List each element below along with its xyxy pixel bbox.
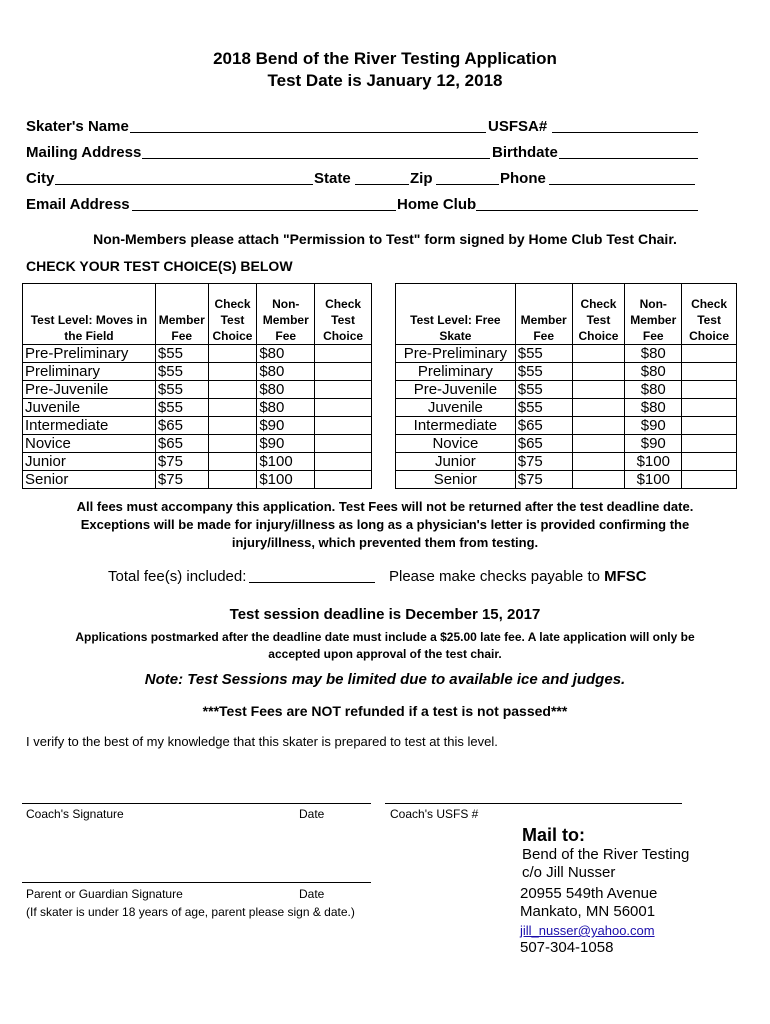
mif-member-fee-cell: $55 — [155, 345, 208, 363]
mif-row — [23, 435, 372, 453]
mif-row — [23, 453, 372, 471]
fs-level-cell: Intermediate — [396, 417, 516, 435]
payable-to: MFSC — [604, 568, 647, 585]
fs-nonmember-fee-cell: $90 — [625, 417, 682, 435]
mif-level-cell: Junior — [23, 453, 156, 471]
fs-nonmember-fee-cell: $80 — [625, 381, 682, 399]
skater-name-field[interactable] — [130, 118, 486, 133]
fs-nonmember-fee-cell: $90 — [625, 435, 682, 453]
mif-row — [23, 471, 372, 489]
mif-check-nonmember-cell[interactable] — [315, 435, 372, 453]
usfsa-label: USFSA# — [488, 118, 548, 135]
mif-row — [23, 363, 372, 381]
fs-member-fee-cell: $75 — [515, 453, 572, 471]
fs-row — [396, 381, 737, 399]
payable-note — [389, 568, 647, 585]
parent-signature-label: Parent or Guardian Signature — [26, 887, 183, 901]
fs-check-nonmember-cell[interactable] — [682, 453, 737, 471]
email-field[interactable] — [132, 196, 396, 211]
mif-header-nonmember: Non-Member Fee — [257, 284, 315, 345]
mif-nonmember-fee-cell: $90 — [257, 435, 315, 453]
parent-signature-line[interactable] — [22, 882, 371, 883]
mif-member-fee-cell: $55 — [155, 399, 208, 417]
phone-label: Phone — [500, 170, 546, 187]
mif-nonmember-fee-cell: $80 — [257, 345, 315, 363]
mif-nonmember-fee-cell: $80 — [257, 363, 315, 381]
skater-name-label: Skater's Name — [26, 118, 129, 135]
fs-check-member-cell[interactable] — [572, 435, 625, 453]
page-subtitle: Test Date is January 12, 2018 — [267, 71, 503, 90]
home-club-field[interactable] — [476, 196, 698, 211]
mif-member-fee-cell: $65 — [155, 435, 208, 453]
mif-level-cell: Juvenile — [23, 399, 156, 417]
mif-check-nonmember-cell[interactable] — [315, 471, 372, 489]
refund-note: ***Test Fees are NOT refunded if a test is not passed*** — [202, 703, 568, 719]
fs-check-nonmember-cell[interactable] — [682, 399, 737, 417]
mif-check-nonmember-cell[interactable] — [315, 363, 372, 381]
state-label: State — [314, 170, 351, 187]
fs-check-nonmember-cell[interactable] — [682, 435, 737, 453]
mif-member-fee-cell: $65 — [155, 417, 208, 435]
fs-check-member-cell[interactable] — [572, 363, 625, 381]
mif-header-check: Check Test Choice — [208, 284, 257, 345]
mif-check-member-cell[interactable] — [208, 435, 257, 453]
payable-prefix: Please make checks payable to — [389, 568, 600, 585]
mif-level-cell: Intermediate — [23, 417, 156, 435]
deadline: Test session deadline is December 15, 2017 — [229, 606, 541, 623]
mif-row — [23, 381, 372, 399]
mif-fee-table — [22, 283, 372, 489]
mail-line-3: 20955 549th Avenue — [520, 885, 658, 902]
mif-level-cell: Preliminary — [23, 363, 156, 381]
birthdate-label: Birthdate — [492, 144, 558, 161]
mif-nonmember-fee-cell: $100 — [257, 453, 315, 471]
mif-row — [23, 399, 372, 417]
coach-usfs-line[interactable] — [385, 803, 682, 804]
mif-check-nonmember-cell[interactable] — [315, 345, 372, 363]
mif-check-member-cell[interactable] — [208, 345, 257, 363]
fs-member-fee-cell: $65 — [515, 417, 572, 435]
zip-field[interactable] — [436, 170, 499, 185]
mif-header-check2: Check Test Choice — [315, 284, 372, 345]
mail-line-1: Bend of the River Testing — [522, 846, 690, 863]
fs-nonmember-fee-cell: $100 — [625, 471, 682, 489]
city-field[interactable] — [55, 170, 313, 185]
fs-nonmember-fee-cell: $80 — [625, 345, 682, 363]
fs-member-fee-cell: $55 — [515, 363, 572, 381]
mif-level-cell: Senior — [23, 471, 156, 489]
fs-check-member-cell[interactable] — [572, 471, 625, 489]
parent-note: (If skater is under 18 years of age, parent please sign & date.) — [26, 905, 355, 919]
check-heading: CHECK YOUR TEST CHOICE(S) BELOW — [26, 258, 293, 274]
mif-level-cell: Pre-Juvenile — [23, 381, 156, 399]
phone-field[interactable] — [549, 170, 695, 185]
mif-check-nonmember-cell[interactable] — [315, 381, 372, 399]
mif-member-fee-cell: $75 — [155, 471, 208, 489]
state-field[interactable] — [355, 170, 409, 185]
mif-check-member-cell[interactable] — [208, 471, 257, 489]
fs-member-fee-cell: $55 — [515, 381, 572, 399]
mail-line-4: Mankato, MN 56001 — [520, 903, 656, 920]
fs-nonmember-fee-cell: $100 — [625, 453, 682, 471]
fs-check-member-cell[interactable] — [572, 399, 625, 417]
mif-nonmember-fee-cell: $100 — [257, 471, 315, 489]
late-notice-1: Applications postmarked after the deadline date must include a $25.00 late fee. A late application will only be — [75, 630, 695, 644]
fs-nonmember-fee-cell: $80 — [625, 363, 682, 381]
page-title: 2018 Bend of the River Testing Application — [213, 49, 557, 68]
mail-line-2: c/o Jill Nusser — [522, 864, 616, 881]
mif-row — [23, 345, 372, 363]
mif-check-nonmember-cell[interactable] — [315, 453, 372, 471]
fees-notice-2: Exceptions will be made for injury/illness as long as a physician's letter is provided confirming the — [80, 517, 690, 532]
fs-header-check: Check Test Choice — [572, 284, 625, 345]
fs-check-nonmember-cell[interactable] — [682, 345, 737, 363]
mif-nonmember-fee-cell: $80 — [257, 399, 315, 417]
mailing-address-field[interactable] — [142, 144, 490, 159]
fs-row — [396, 417, 737, 435]
fs-check-nonmember-cell[interactable] — [682, 417, 737, 435]
fs-row — [396, 471, 737, 489]
fs-row — [396, 435, 737, 453]
fs-row — [396, 363, 737, 381]
birthdate-field[interactable] — [559, 144, 698, 159]
mif-row — [23, 417, 372, 435]
fs-check-nonmember-cell[interactable] — [682, 363, 737, 381]
mailing-address-label: Mailing Address — [26, 144, 142, 161]
fs-member-fee-cell: $55 — [515, 399, 572, 417]
fs-level-cell: Juvenile — [396, 399, 516, 417]
fs-member-fee-cell: $75 — [515, 471, 572, 489]
fees-notice-3: injury/illness, which prevented them from testing. — [231, 535, 539, 550]
coach-usfs-label: Coach's USFS # — [390, 807, 479, 821]
usfsa-field[interactable] — [552, 118, 698, 133]
fs-check-nonmember-cell[interactable] — [682, 471, 737, 489]
parent-date-label: Date — [299, 887, 325, 901]
non-member-notice: Non-Members please attach "Permission to Test" form signed by Home Club Test Chair. — [93, 231, 677, 247]
fs-row — [396, 453, 737, 471]
fs-row — [396, 345, 737, 363]
fs-level-cell: Pre-Juvenile — [396, 381, 516, 399]
coach-signature-line[interactable] — [22, 803, 371, 804]
total-fee-field[interactable] — [249, 568, 375, 583]
mail-to-heading: Mail to: — [522, 825, 585, 845]
mif-header-level: Test Level: Moves in the Field — [23, 284, 156, 345]
fs-level-cell: Senior — [396, 471, 516, 489]
mif-check-member-cell[interactable] — [208, 399, 257, 417]
zip-label: Zip — [410, 170, 433, 187]
city-label: City — [26, 170, 55, 187]
fs-check-member-cell[interactable] — [572, 417, 625, 435]
fs-row — [396, 399, 737, 417]
fees-notice-1: All fees must accompany this application. Test Fees will not be returned after the test deadline date. — [76, 499, 694, 514]
mif-member-fee-cell: $55 — [155, 381, 208, 399]
email-label: Email Address — [26, 196, 130, 213]
total-fee-label: Total fee(s) included: — [108, 568, 247, 585]
coach-date-label: Date — [299, 807, 325, 821]
fs-check-member-cell[interactable] — [572, 381, 625, 399]
fs-check-member-cell[interactable] — [572, 453, 625, 471]
mif-check-member-cell[interactable] — [208, 381, 257, 399]
home-club-label: Home Club — [397, 196, 477, 213]
fs-level-cell: Junior — [396, 453, 516, 471]
mif-nonmember-fee-cell: $90 — [257, 417, 315, 435]
fs-check-member-cell[interactable] — [572, 345, 625, 363]
ice-note: Note: Test Sessions may be limited due to available ice and judges. — [144, 671, 626, 688]
fs-fee-table — [395, 283, 737, 489]
mif-level-cell: Novice — [23, 435, 156, 453]
mail-email-link[interactable]: jill_nusser@yahoo.com — [520, 923, 655, 938]
mif-check-member-cell[interactable] — [208, 453, 257, 471]
late-notice-2: accepted upon approval of the test chair. — [268, 647, 502, 661]
mif-header-member: Member Fee — [155, 284, 208, 345]
fs-header-check2: Check Test Choice — [682, 284, 737, 345]
mail-phone: 507-304-1058 — [520, 939, 614, 956]
mif-nonmember-fee-cell: $80 — [257, 381, 315, 399]
coach-signature-label: Coach's Signature — [26, 807, 124, 821]
fs-header-level: Test Level: Free Skate — [396, 284, 516, 345]
fs-header-nonmember: Non-Member Fee — [625, 284, 682, 345]
mif-check-nonmember-cell[interactable] — [315, 399, 372, 417]
fs-member-fee-cell: $55 — [515, 345, 572, 363]
mif-member-fee-cell: $75 — [155, 453, 208, 471]
mif-member-fee-cell: $55 — [155, 363, 208, 381]
fs-level-cell: Novice — [396, 435, 516, 453]
verify-statement: I verify to the best of my knowledge that this skater is prepared to test at this level. — [26, 734, 498, 749]
fs-level-cell: Preliminary — [396, 363, 516, 381]
mif-check-member-cell[interactable] — [208, 363, 257, 381]
fs-nonmember-fee-cell: $80 — [625, 399, 682, 417]
fs-check-nonmember-cell[interactable] — [682, 381, 737, 399]
mif-check-nonmember-cell[interactable] — [315, 417, 372, 435]
fs-member-fee-cell: $65 — [515, 435, 572, 453]
fs-header-member: Member Fee — [515, 284, 572, 345]
fs-level-cell: Pre-Preliminary — [396, 345, 516, 363]
mif-level-cell: Pre-Preliminary — [23, 345, 156, 363]
mif-check-member-cell[interactable] — [208, 417, 257, 435]
